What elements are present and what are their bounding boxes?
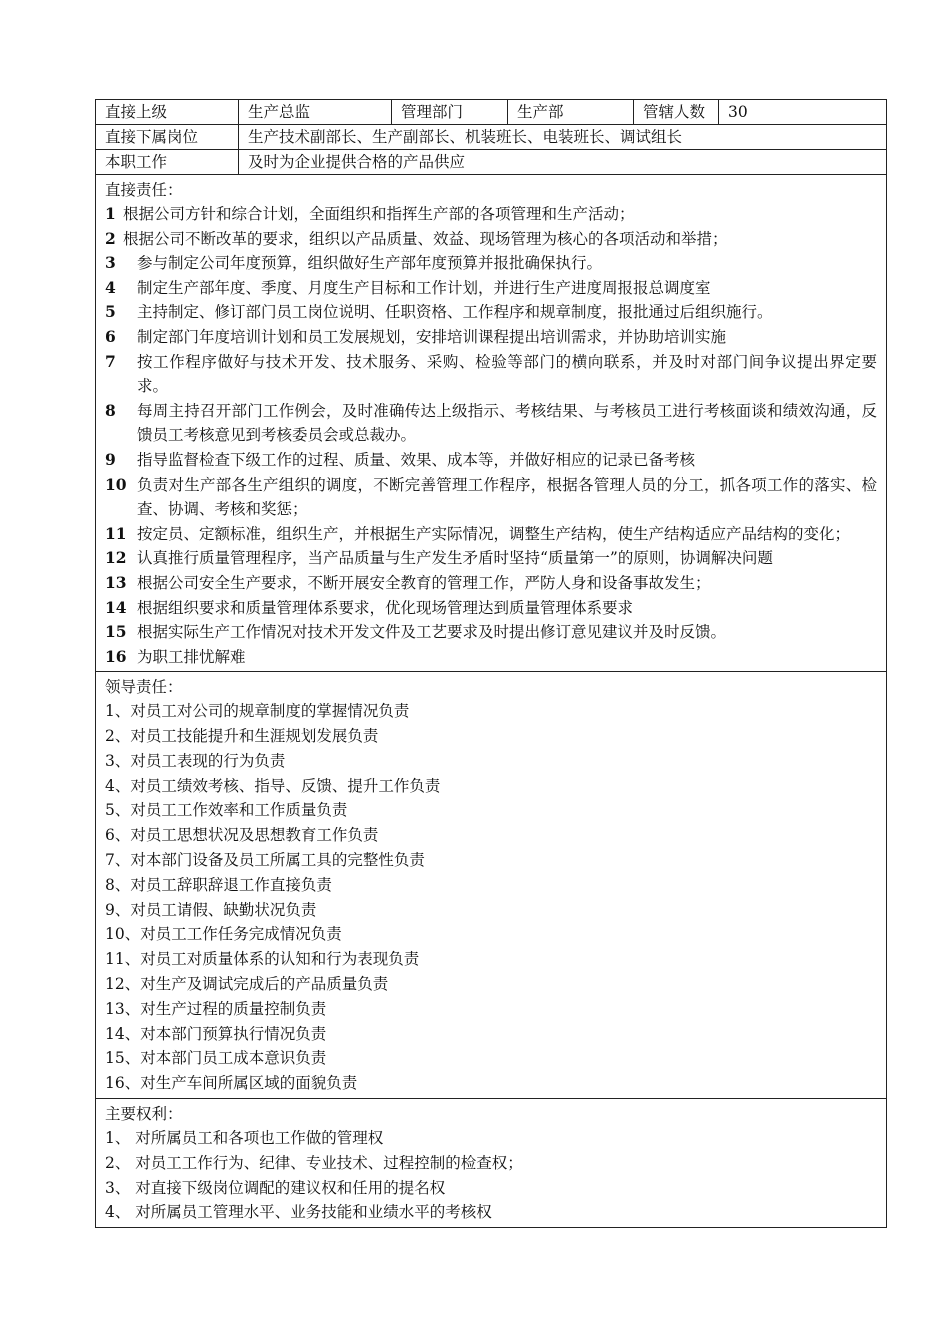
duty-number: 12 (105, 548, 127, 568)
duty-text: 制定生产部年度、季度、月度生产目标和工作计划，并进行生产进度周报报总调度室 (137, 278, 711, 297)
duty-number: 15 (105, 622, 127, 642)
duty-item (105, 300, 877, 325)
duty-item (105, 202, 877, 227)
duty-text: 认真推行质量管理程序，当产品质量与生产发生矛盾时坚持“质量第一”的原则，协调解决问题 (137, 549, 773, 568)
direct-duties-title: 直接责任： (105, 181, 183, 199)
staff-count-label: 管辖人数 (634, 100, 719, 125)
rights-item: 1、 对所属员工和各项也工作做的管理权 (105, 1129, 384, 1148)
leadership-item: 1、对员工对公司的规章制度的掌握情况负责 (105, 702, 410, 721)
duty-number: 7 (105, 351, 116, 371)
subordinate-value: 生产技术副部长、生产副部长、机装班长、电装班长、调试组长 (239, 125, 887, 150)
duty-number: 9 (105, 449, 116, 469)
leadership-item: 16、对生产车间所属区域的面貌负责 (105, 1074, 358, 1093)
duty-text: 为职工排忧解难 (137, 647, 246, 666)
leadership-item: 3、对员工表现的行为负责 (105, 751, 286, 770)
duty-item (105, 620, 877, 645)
rights-item: 3、 对直接下级岗位调配的建议权和任用的提名权 (105, 1178, 446, 1197)
duty-number: 1 (105, 204, 116, 223)
duty-text: 根据实际生产工作情况对技术开发文件及工艺要求及时提出修订意见建议并及时反馈。 (137, 623, 727, 642)
rights-item: 2、 对员工工作行为、纪律、专业技术、过程控制的检查权； (105, 1153, 523, 1172)
duty-item (105, 546, 877, 571)
duty-number: 8 (105, 400, 116, 420)
role-value: 及时为企业提供合格的产品供应 (239, 150, 887, 175)
duty-text: 根据公司不断改革的要求，组织以产品质量、效益、现场管理为核心的各项活动和举措； (123, 229, 728, 248)
duty-number: 6 (105, 326, 116, 346)
duty-text: 根据组织要求和质量管理体系要求，优化现场管理达到质量管理体系要求 (137, 598, 634, 617)
duty-text: 负责对生产部各生产组织的调度，不断完善管理工作程序，根据各管理人员的分工，抓各项工作的落实、检查、协调、考核和奖惩； (137, 475, 877, 519)
header-row-subordinate (96, 125, 887, 150)
duty-item (105, 645, 877, 670)
duty-number: 3 (105, 253, 116, 273)
duty-item (105, 473, 877, 522)
duty-item (105, 522, 877, 547)
direct-duties-list (105, 202, 877, 669)
duty-item (105, 596, 877, 621)
leadership-item: 14、对本部门预算执行情况负责 (105, 1024, 327, 1043)
staff-count-value: 30 (719, 100, 887, 125)
leadership-item: 8、对员工辞职辞退工作直接负责 (105, 875, 332, 894)
duty-item (105, 251, 877, 276)
leadership-item: 13、对生产过程的质量控制负责 (105, 999, 327, 1018)
leadership-section (96, 672, 887, 1099)
header-row-role (96, 150, 887, 175)
direct-duties-section (96, 175, 887, 672)
leadership-item: 15、对本部门员工成本意识负责 (105, 1049, 327, 1068)
leadership-row (96, 672, 887, 1099)
duty-item (105, 571, 877, 596)
duty-item (105, 227, 877, 252)
rights-row (96, 1099, 887, 1228)
superior-label: 直接上级 (96, 100, 239, 125)
duty-item (105, 448, 877, 473)
leadership-item: 2、对员工技能提升和生涯规划发展负责 (105, 727, 379, 746)
duty-text: 根据公司安全生产要求，不断开展安全教育的管理工作，严防人身和设备事故发生； (137, 573, 711, 592)
duty-text: 主持制定、修订部门员工岗位说明、任职资格、工作程序和规章制度，报批通过后组织施行。 (137, 303, 773, 322)
duty-text: 根据公司方针和综合计划，全面组织和指挥生产部的各项管理和生产活动； (123, 205, 635, 223)
dept-label: 管理部门 (392, 100, 508, 125)
leadership-item: 9、对员工请假、缺勤状况负责 (105, 900, 317, 919)
rights-list (105, 1126, 877, 1225)
duty-number: 10 (105, 474, 127, 494)
job-description-table (95, 99, 887, 1228)
duty-item (105, 399, 877, 448)
duty-number: 2 (105, 228, 116, 248)
leadership-item: 11、对员工对质量体系的认知和行为表现负责 (105, 950, 420, 969)
duty-number: 16 (105, 646, 127, 666)
duty-text: 参与制定公司年度预算，组织做好生产部年度预算并报批确保执行。 (137, 254, 603, 273)
duty-item (105, 325, 877, 350)
duty-item (105, 276, 877, 301)
leadership-item: 7、对本部门设备及员工所属工具的完整性负责 (105, 851, 425, 870)
leadership-item: 6、对员工思想状况及思想教育工作负责 (105, 826, 379, 845)
duty-number: 13 (105, 572, 127, 592)
duty-number: 14 (105, 597, 127, 617)
direct-duties-row (96, 175, 887, 672)
dept-value: 生产部 (508, 100, 634, 125)
duty-text: 制定部门年度培训计划和员工发展规划，安排培训课程提出培训需求，并协助培训实施 (137, 327, 727, 346)
duty-text: 指导监督检查下级工作的过程、质量、效果、成本等，并做好相应的记录已备考核 (137, 450, 696, 469)
duty-number: 4 (105, 277, 116, 297)
rights-item: 4、 对所属员工管理水平、业务技能和业绩水平的考核权 (105, 1203, 492, 1222)
duty-text: 每周主持召开部门工作例会，及时准确传达上级指示、考核结果、与考核员工进行考核面谈和绩效沟通，反馈员工考核意见到考核委员会或总裁办。 (137, 401, 877, 445)
rights-section (96, 1099, 887, 1228)
subordinate-label: 直接下属岗位 (96, 125, 239, 150)
duty-number: 11 (105, 523, 127, 543)
duty-item (105, 350, 877, 399)
leadership-item: 5、对员工工作效率和工作质量负责 (105, 801, 348, 820)
leadership-item: 4、对员工绩效考核、指导、反馈、提升工作负责 (105, 776, 441, 795)
duty-number: 5 (105, 302, 116, 322)
superior-value: 生产总监 (239, 100, 392, 125)
leadership-item: 12、对生产及调试完成后的产品质量负责 (105, 975, 389, 994)
duty-text: 按定员、定额标准，组织生产，并根据生产实际情况，调整生产结构，使生产结构适应产品结构的变化； (137, 524, 851, 543)
job-description-sheet (95, 99, 886, 1228)
rights-title: 主要权利： (105, 1105, 183, 1124)
duty-text: 按工作程序做好与技术开发、技术服务、采购、检验等部门的横向联系，并及时对部门间争议提出界定要求。 (137, 352, 877, 396)
leadership-item: 10、对员工工作任务完成情况负责 (105, 925, 342, 944)
leadership-list (105, 699, 877, 1096)
leadership-title: 领导责任： (105, 678, 183, 697)
role-label: 本职工作 (96, 150, 239, 175)
header-row-superior (96, 100, 887, 125)
